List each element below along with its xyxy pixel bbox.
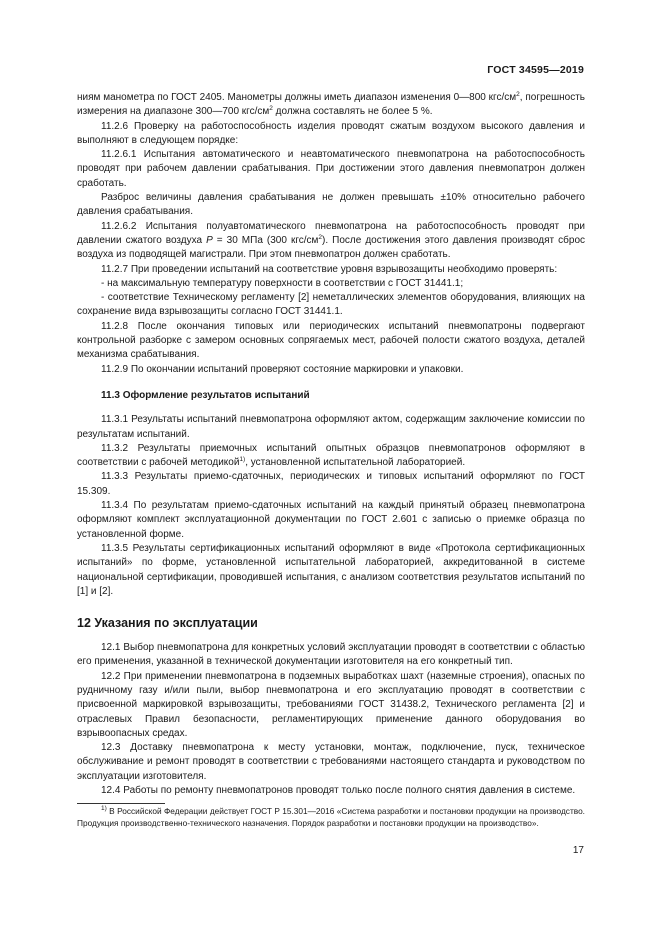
paragraph: 12.1 Выбор пневмопатрона для конкретных условий эксплуатации проводят в соответствии с областью его применения, указанной в технической документации изготовителя на его конкретный тип. bbox=[77, 642, 585, 668]
superscript: 2 bbox=[269, 105, 273, 113]
paragraph: 12.2 При применении пневмопатрона в подземных выработках шахт (наземные строения), опасных по рудничному газу и/или пыли, выбор пневмопатрона и его эксплуатацию проводят в соответствии с присвоенной маркировкой взрывозащиты, требованиями ГОСТ 31438.2, Технического регламента [2] и отраслевых Правил безопасности, регламентирующих применение данного оборудования во взрывоопасных средах. bbox=[77, 670, 585, 739]
body-text bbox=[77, 91, 585, 798]
paragraph: 11.2.6 Проверку на работоспособность изделия проводят сжатым воздухом высокого давления и выполняют в следующем порядке: bbox=[77, 120, 585, 146]
paragraph: 11.2.8 После окончания типовых или периодических испытаний пневмопатроны подвергают контрольной разборке с замером основных сопрягаемых мест, рабочей полости сжатого воздуха, деталей механизма срабатывания. bbox=[77, 320, 585, 361]
paragraph: 11.3.1 Результаты испытаний пневмопатрона оформляют актом, содержащим заключение комиссии по результатам испытаний. bbox=[77, 414, 585, 440]
text-run: В Российской Федерации действует ГОСТ Р 15.301—2016 «Система разработки и постановки продукции на производство. Продукция производственно-технического назначения. Порядок разработки и постановки продукции на производство». bbox=[77, 806, 585, 828]
variable: Р bbox=[206, 234, 213, 246]
footnote bbox=[77, 803, 585, 829]
paragraph: 11.3.3 Результаты приемо-сдаточных, периодических и типовых испытаний оформляют по ГОСТ 15.309. bbox=[77, 471, 585, 497]
paragraph: 11.2.6.1 Испытания автоматического и неавтоматического пневмопатрона на работоспособность проводят при рабочем давлении срабатывания. При достижении этого давления пневмопатрон должен сработать. bbox=[77, 149, 585, 189]
superscript: 2 bbox=[516, 91, 520, 98]
standard-header: ГОСТ 34595—2019 bbox=[487, 64, 584, 76]
paragraph: 11.3.4 По результатам приемо-сдаточных испытаний на каждый принятый образец пневмопатрона оформляют комплект эксплуатационной документации по ГОСТ 2.601 с записью о приемке образца по установленной форме. bbox=[77, 500, 585, 540]
footnote-ref: 1) bbox=[239, 456, 246, 464]
paragraph: Разброс величины давления срабатывания не должен превышать ±10% относительно рабочего давления срабатывания. bbox=[77, 192, 585, 218]
paragraph: 12.4 Работы по ремонту пневмопатронов проводят только после полного снятия давления в системе. bbox=[101, 785, 576, 797]
list-item: - соответствие Техническому регламенту [2] неметаллических элементов оборудования, влияющих на сохранение вида взрывозащиты согласно ГОСТ 31441.1. bbox=[77, 292, 585, 318]
paragraph bbox=[77, 91, 585, 120]
paragraph: 11.3.5 Результаты сертификационных испытаний оформляют в виде «Протокола сертификационных испытаний» по форме, установленной испытательной лабораторией, аккредитованной в системе национальной сертификации, проводившей испытания, с анализом соответствия результатов испытаний по [1] и [2]. bbox=[77, 542, 585, 597]
text-run: ниям манометра по ГОСТ 2405. Манометры должны иметь диапазон изменения 0—800 кгс/см bbox=[77, 92, 517, 103]
footnote-text bbox=[77, 806, 585, 829]
paragraph: 12.3 Доставку пневмопатрона к месту установки, монтаж, подключение, пуск, техническое обслуживание и ремонт проводят в соответствии с требованиями настоящего стандарта и руководством по эксплуатации изготовителя. bbox=[77, 742, 585, 782]
footnote-mark: 1) bbox=[101, 805, 107, 812]
text-run: должна составлять не более 5 %. bbox=[272, 106, 433, 118]
paragraph: 11.2.9 По окончании испытаний проверяют состояние маркировки и упаковки. bbox=[101, 363, 464, 375]
page-number: 17 bbox=[572, 845, 584, 856]
text-run: 11.3.2 Результаты приемочных испытаний опытных образцов пневмопатронов оформляют в соответствии с рабочей методикой bbox=[77, 442, 585, 469]
paragraph: 11.2.7 При проведении испытаний на соответствие уровня взрывозащиты необходимо проверять: bbox=[101, 263, 558, 275]
text-run: = 30 МПа (300 кгс/см bbox=[212, 234, 319, 246]
superscript: 2 bbox=[318, 233, 323, 241]
section-heading-11-3: 11.3 Оформление результатов испытаний bbox=[101, 389, 310, 401]
text-run: , погрешность измерения на диапазоне 300—700 кгс/см bbox=[77, 92, 585, 118]
section-heading-12: 12 Указания по эксплуатации bbox=[77, 616, 258, 631]
footnote-divider bbox=[77, 803, 165, 804]
paragraph bbox=[77, 220, 585, 263]
paragraph bbox=[77, 442, 585, 471]
text-run: 11.2.6.2 Испытания полуавтоматического пневмопатрона на работоспособность проводят при давлении сжатого воздуха bbox=[77, 220, 585, 246]
list-item: - на максимальную температуру поверхности в соответствии с ГОСТ 31441.1; bbox=[101, 277, 464, 289]
text-run: , установленной испытательной лабораторией. bbox=[245, 457, 466, 469]
text-run: ). После достижения этого давления производят сброс воздуха из подводящей магистрали. При этом пневмопатрон должен сработать. bbox=[77, 234, 586, 261]
